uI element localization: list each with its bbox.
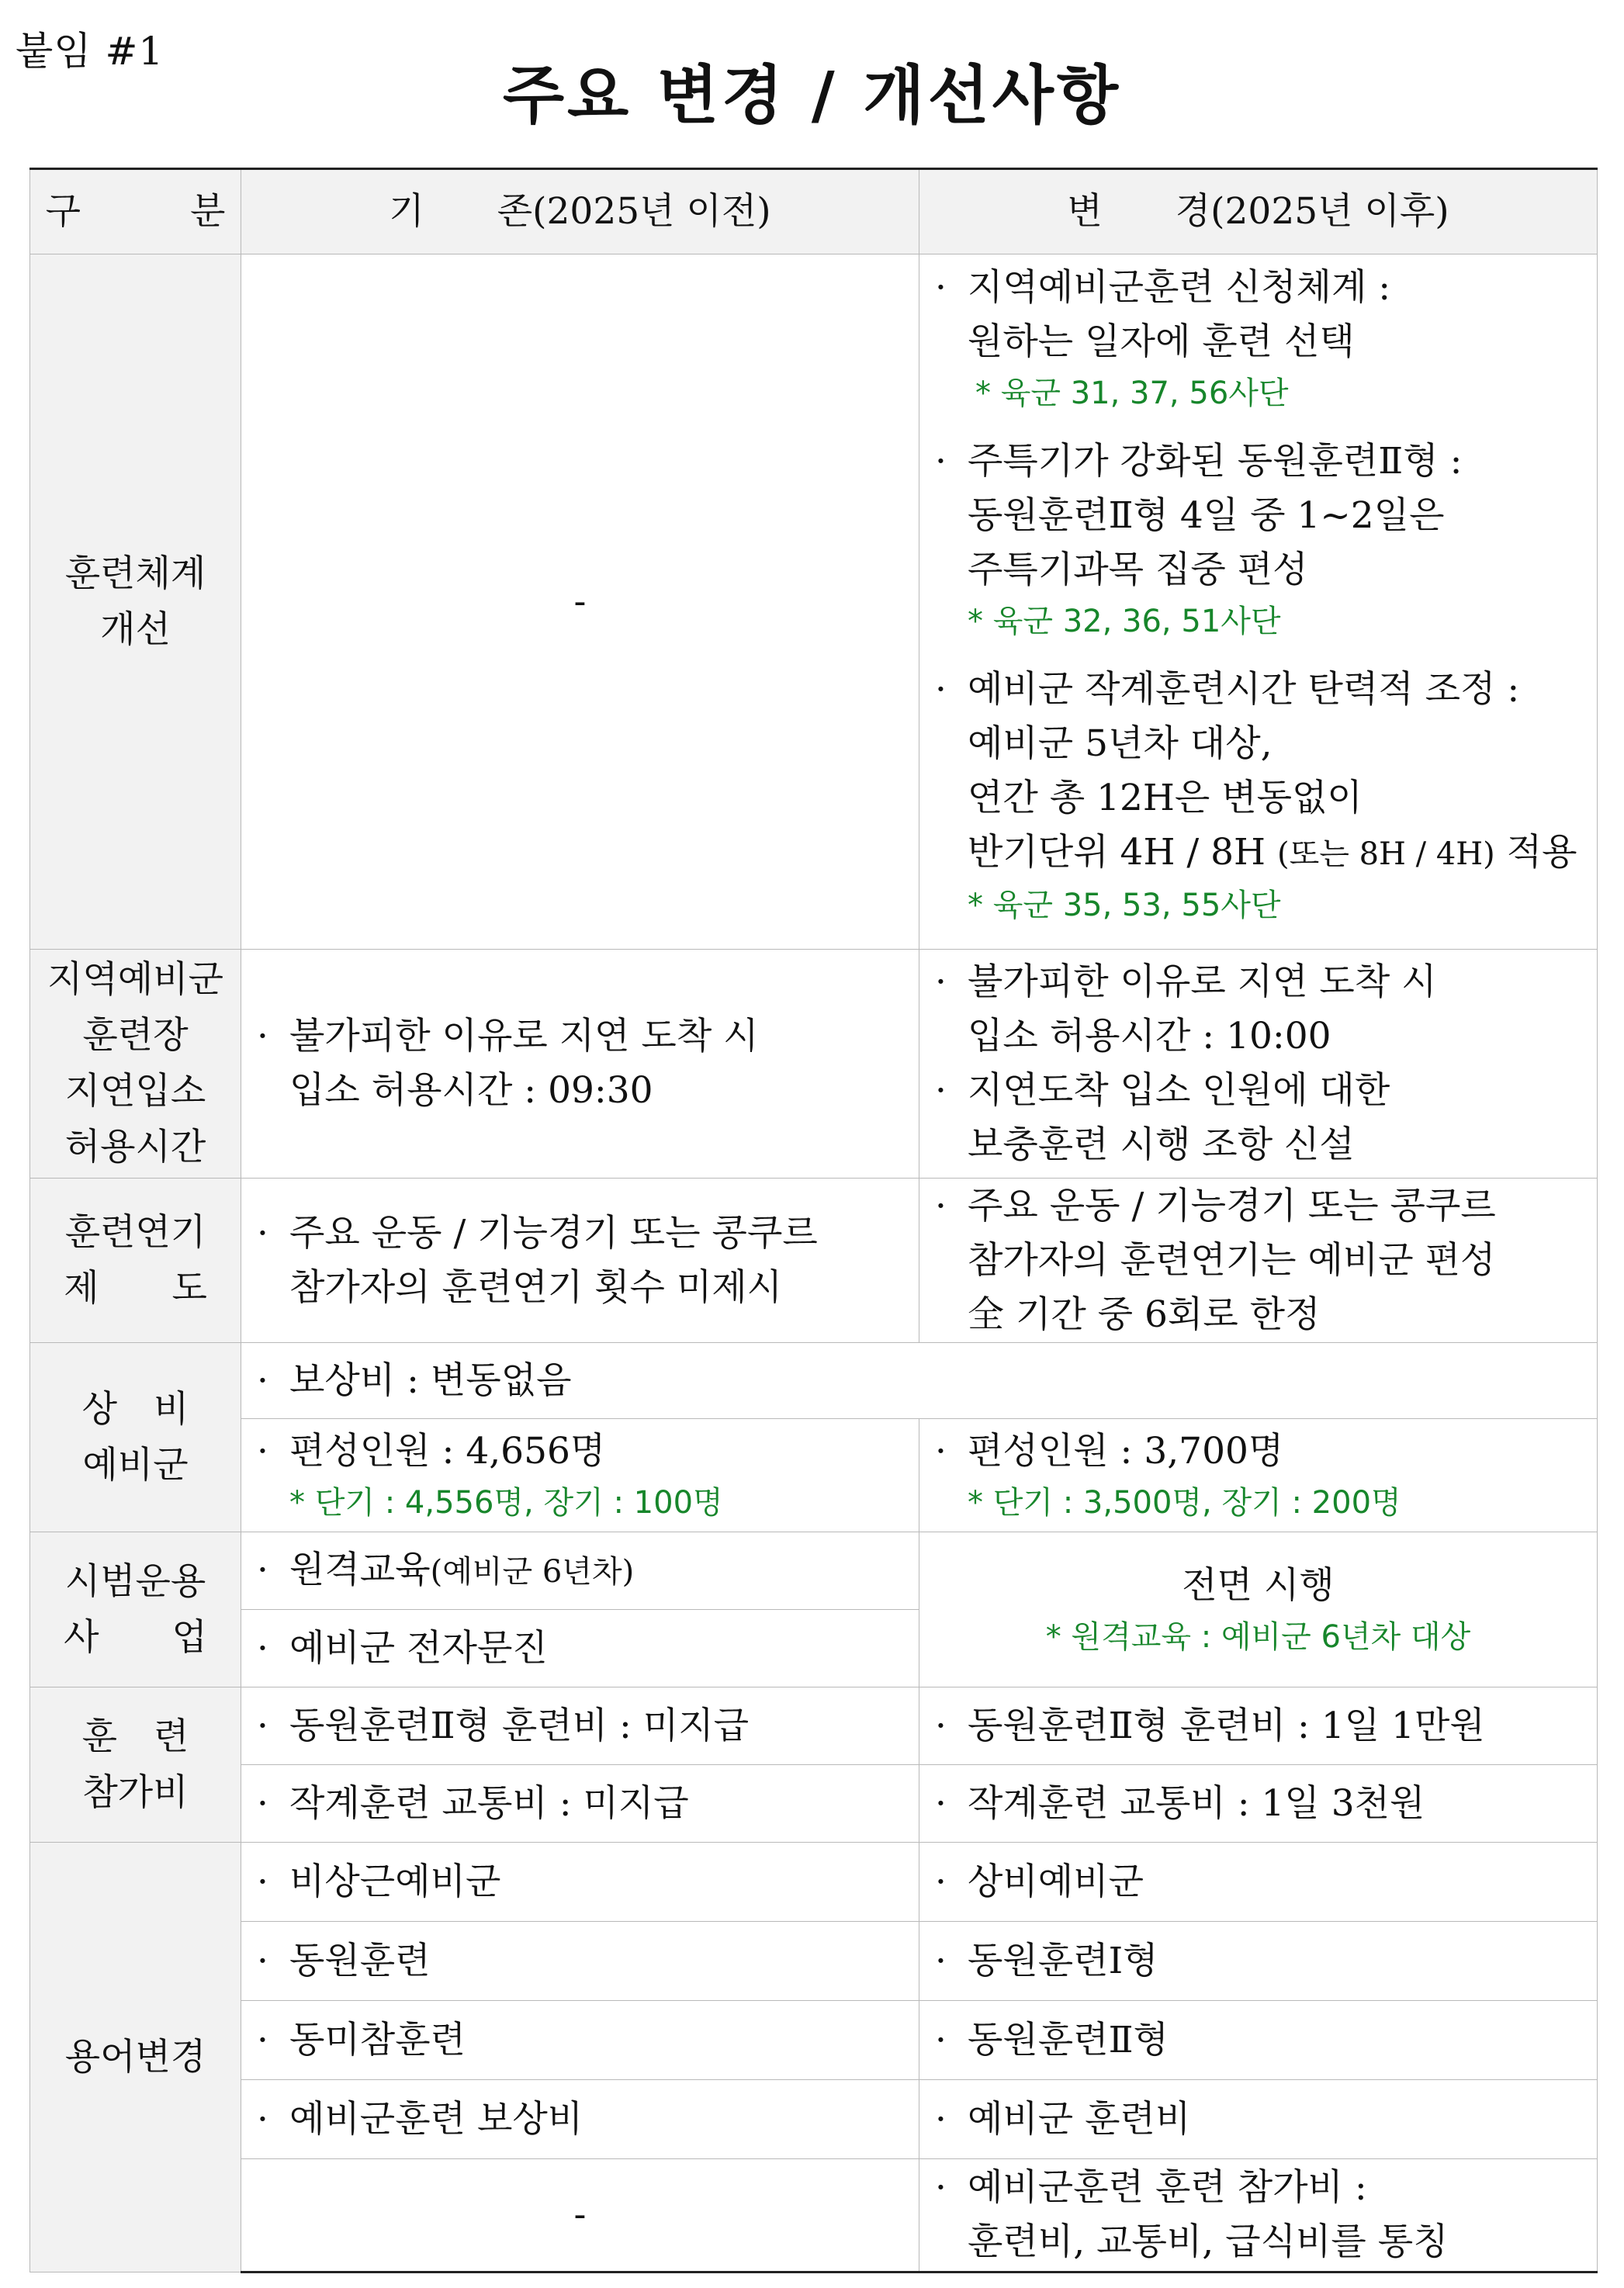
before-standing: · 편성인원 : 4,656명 * 단기 : 4,556명, 장기 : 100명 <box>241 1419 919 1532</box>
before-term-3: · 동미참훈련 <box>241 2001 919 2080</box>
before-pilot-emedical: · 예비군 전자문진 <box>241 1610 919 1687</box>
row-terms-5 <box>30 2159 1598 2272</box>
before-late-entry: · 불가피한 이유로 지연 도착 시 입소 허용시간 : 09:30 <box>241 950 919 1179</box>
category-late-entry: 지역예비군 훈련장 지연입소 허용시간 <box>30 950 241 1179</box>
after-term-3: · 동원훈련Ⅱ형 <box>919 2001 1598 2080</box>
note-divisions-3: * 육군 35, 53, 55사단 <box>968 888 1281 923</box>
row-postponement <box>30 1179 1598 1343</box>
attachment-label: 붙임 #1 <box>16 29 164 74</box>
after-term-5: · 예비군훈련 훈련 참가비 : 훈련비, 교통비, 급식비를 통칭 <box>919 2159 1598 2272</box>
header-after: 변 경(2025년 이후) <box>919 169 1598 254</box>
row-terms-4 <box>30 2080 1598 2159</box>
row-terms-2 <box>30 1922 1598 2001</box>
before-term-4: · 예비군훈련 보상비 <box>241 2080 919 2159</box>
after-standing: · 편성인원 : 3,700명 * 단기 : 3,500명, 장기 : 200명 <box>919 1419 1598 1532</box>
row-training-system <box>30 254 1598 950</box>
category-pilot: 시범운용 사 업 <box>30 1532 241 1687</box>
before-pilot-remote: · 원격교육(예비군 6년차) <box>241 1532 919 1610</box>
before-training-system: - <box>241 254 919 950</box>
note-standing-after: * 단기 : 3,500명, 장기 : 200명 <box>968 1484 1401 1521</box>
note-standing-before: * 단기 : 4,556명, 장기 : 100명 <box>289 1484 723 1521</box>
note-pilot: * 원격교육 : 예비군 6년차 대상 <box>1045 1618 1471 1655</box>
row-standing-personnel <box>30 1419 1598 1532</box>
before-term-5: - <box>241 2159 919 2272</box>
row-terms-1 <box>30 1843 1598 1922</box>
header-category: 구 분 <box>30 169 241 254</box>
header-before: 기 존(2025년 이전) <box>241 169 919 254</box>
before-fee-2: · 작계훈련 교통비 : 미지급 <box>241 1765 919 1843</box>
after-pilot: 전면 시행 * 원격교육 : 예비군 6년차 대상 <box>919 1532 1598 1687</box>
after-postponement: · 주요 운동 / 기능경기 또는 콩쿠르 참가자의 훈련연기는 예비군 편성 全 기간 중 6회로 한정 <box>919 1179 1598 1343</box>
row-fee-1 <box>30 1687 1598 1765</box>
category-terms: 용어변경 <box>30 1843 241 2272</box>
after-term-1: · 상비예비군 <box>919 1843 1598 1922</box>
changes-table <box>29 168 1598 2273</box>
row-late-entry <box>30 950 1598 1179</box>
category-standing: 상 비 예비군 <box>30 1343 241 1532</box>
row-terms-3 <box>30 2001 1598 2080</box>
before-fee-1: · 동원훈련Ⅱ형 훈련비 : 미지급 <box>241 1687 919 1765</box>
category-training-system: 훈련체계 개선 <box>30 254 241 950</box>
after-late-entry: · 불가피한 이유로 지연 도착 시 입소 허용시간 : 10:00 · 지연도착 입소 인원에 대한 보충훈련 시행 조항 신설 <box>919 950 1598 1179</box>
standing-compensation: · 보상비 : 변동없음 <box>241 1343 1598 1419</box>
after-training-system: · 지역예비군훈련 신청체계 : 원하는 일자에 훈련 선택 * 육군 31, 37, 56사단 · 주특기가 강화된 동원훈련Ⅱ형 : 동원훈련Ⅱ형 4일 중 1~2일은 주특기과목 집중 편성 * 육군 32, 36, 51사단 · 예비군 작계훈련시간 탄력적 조정 : 예비군 5년차 대상, 연간 총 12H은 변동없이 반기단위 4H / 8H (또는 8H / 4H) 적용 * 육군 35, 53, 55사단 <box>919 254 1598 950</box>
after-term-4: · 예비군 훈련비 <box>919 2080 1598 2159</box>
category-fee: 훈 련 참가비 <box>30 1687 241 1843</box>
note-divisions-2: * 육군 32, 36, 51사단 <box>968 604 1281 639</box>
row-pilot-1 <box>30 1532 1598 1610</box>
row-fee-2 <box>30 1765 1598 1843</box>
before-term-1: · 비상근예비군 <box>241 1843 919 1922</box>
row-standing-compensation <box>30 1343 1598 1419</box>
before-term-2: · 동원훈련 <box>241 1922 919 2001</box>
after-term-2: · 동원훈련Ⅰ형 <box>919 1922 1598 2001</box>
before-postponement: · 주요 운동 / 기능경기 또는 콩쿠르 참가자의 훈련연기 횟수 미제시 <box>241 1179 919 1343</box>
page-title: 주요 변경 / 개선사항 <box>502 59 1122 133</box>
note-divisions-1: * 육군 31, 37, 56사단 <box>975 376 1289 411</box>
after-fee-1: · 동원훈련Ⅱ형 훈련비 : 1일 1만원 <box>919 1687 1598 1765</box>
after-fee-2: · 작계훈련 교통비 : 1일 3천원 <box>919 1765 1598 1843</box>
table-header-row <box>30 169 1598 254</box>
category-postponement: 훈련연기 제 도 <box>30 1179 241 1343</box>
